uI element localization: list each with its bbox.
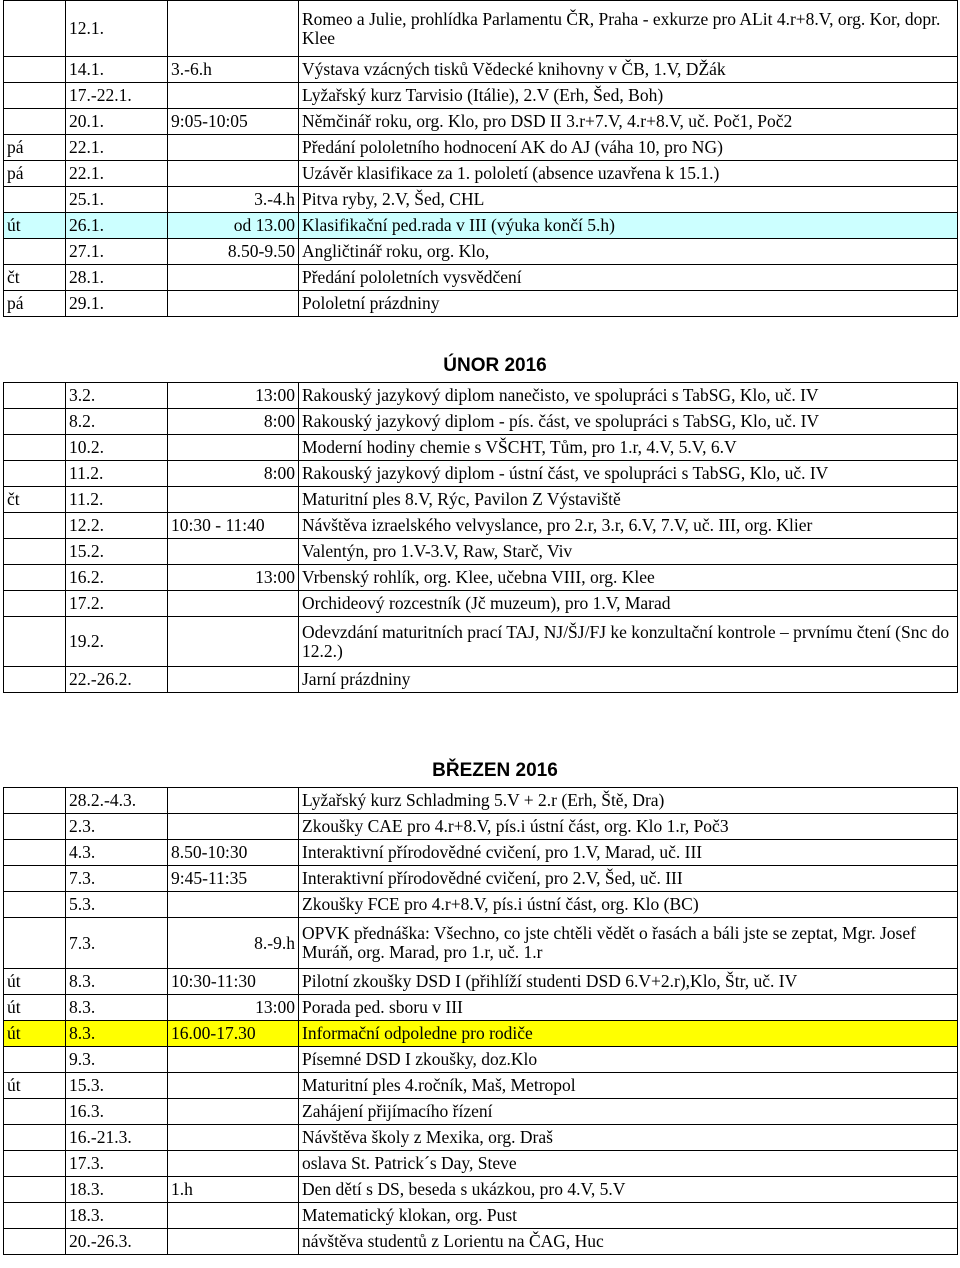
schedule-row	[4, 1021, 958, 1047]
row-day: út	[4, 1073, 66, 1099]
row-event: Návštěva školy z Mexika, org. Draš	[299, 1125, 958, 1151]
row-time: 13:00	[168, 995, 299, 1021]
schedule-row	[4, 135, 958, 161]
february-title: ÚNOR 2016	[443, 355, 547, 376]
schedule-row	[4, 161, 958, 187]
schedule-row	[4, 918, 958, 969]
row-date: 28.1.	[66, 265, 168, 291]
row-event: Výstava vzácných tisků Vědecké knihovny v ČB, 1.V, DŽák	[299, 57, 958, 83]
row-day	[4, 617, 66, 667]
row-time	[168, 1, 299, 57]
schedule-row	[4, 667, 958, 693]
schedule-row	[4, 840, 958, 866]
schedule-row	[4, 1, 958, 57]
row-day: út	[4, 213, 66, 239]
row-time	[168, 435, 299, 461]
schedule-row	[4, 1047, 958, 1073]
row-day	[4, 461, 66, 487]
row-date: 15.3.	[66, 1073, 168, 1099]
row-day: pá	[4, 291, 66, 317]
row-day	[4, 187, 66, 213]
schedule-row	[4, 239, 958, 265]
row-day	[4, 1, 66, 57]
row-day	[4, 591, 66, 617]
row-date: 11.2.	[66, 461, 168, 487]
row-event: Orchideový rozcestník (Jč muzeum), pro 1.V, Marad	[299, 591, 958, 617]
row-time	[168, 1047, 299, 1073]
row-event: Maturitní ples 4.ročník, Maš, Metropol	[299, 1073, 958, 1099]
row-time: 9:05-10:05	[168, 109, 299, 135]
schedule-row	[4, 265, 958, 291]
row-time	[168, 788, 299, 814]
schedule-row	[4, 1151, 958, 1177]
row-time	[168, 667, 299, 693]
row-day	[4, 383, 66, 409]
row-time	[168, 892, 299, 918]
row-day	[4, 1047, 66, 1073]
row-event: Lyžařský kurz Tarvisio (Itálie), 2.V (Erh, Šed, Boh)	[299, 83, 958, 109]
schedule-row	[4, 435, 958, 461]
row-event: Rakouský jazykový diplom - pís. část, ve spolupráci s TabSG, Klo, uč. IV	[299, 409, 958, 435]
row-time: 3.-4.h	[168, 187, 299, 213]
row-day	[4, 83, 66, 109]
row-time: 8:00	[168, 461, 299, 487]
schedule-row	[4, 109, 958, 135]
row-day: čt	[4, 265, 66, 291]
schedule-row	[4, 1073, 958, 1099]
row-event: návštěva studentů z Lorientu na ČAG, Huc	[299, 1229, 958, 1255]
schedule-row	[4, 591, 958, 617]
row-time	[168, 83, 299, 109]
march-schedule-table	[3, 787, 958, 1255]
row-date: 18.3.	[66, 1177, 168, 1203]
row-date: 19.2.	[66, 617, 168, 667]
schedule-row	[4, 1177, 958, 1203]
row-date: 14.1.	[66, 57, 168, 83]
row-time	[168, 1099, 299, 1125]
row-event: Interaktivní přírodovědné cvičení, pro 2.V, Šed, uč. III	[299, 866, 958, 892]
schedule-row	[4, 969, 958, 995]
row-date: 27.1.	[66, 239, 168, 265]
row-event: Zkoušky FCE pro 4.r+8.V, pís.i ústní část, org. Klo (BC)	[299, 892, 958, 918]
row-time: 10:30-11:30	[168, 969, 299, 995]
row-day	[4, 788, 66, 814]
row-time: 9:45-11:35	[168, 866, 299, 892]
row-date: 8.3.	[66, 969, 168, 995]
schedule-row	[4, 995, 958, 1021]
row-date: 26.1.	[66, 213, 168, 239]
row-date: 16.3.	[66, 1099, 168, 1125]
row-day	[4, 814, 66, 840]
row-time: od 13.00	[168, 213, 299, 239]
row-event: Pilotní zkoušky DSD I (přihlíží studenti DSD 6.V+2.r),Klo, Štr, uč. IV	[299, 969, 958, 995]
row-date: 7.3.	[66, 918, 168, 969]
schedule-row	[4, 213, 958, 239]
row-date: 10.2.	[66, 435, 168, 461]
row-day: pá	[4, 161, 66, 187]
schedule-row	[4, 57, 958, 83]
row-day	[4, 1229, 66, 1255]
schedule-row	[4, 788, 958, 814]
row-date: 5.3.	[66, 892, 168, 918]
row-day	[4, 239, 66, 265]
row-event: Interaktivní přírodovědné cvičení, pro 1.V, Marad, uč. III	[299, 840, 958, 866]
row-event: Klasifikační ped.rada v III (výuka končí 5.h)	[299, 213, 958, 239]
schedule-row	[4, 409, 958, 435]
row-day	[4, 840, 66, 866]
row-date: 22.1.	[66, 161, 168, 187]
row-time	[168, 617, 299, 667]
row-time	[168, 539, 299, 565]
row-date: 20.1.	[66, 109, 168, 135]
row-event: OPVK přednáška: Všechno, co jste chtěli vědět o řasách a báli jste se zeptat, Mgr. Josef Muráň, org. Marad, pro 1.r, uč. 1.r	[299, 918, 958, 969]
row-time: 8:00	[168, 409, 299, 435]
february-heading	[0, 355, 960, 377]
row-time	[168, 1073, 299, 1099]
row-event: Lyžařský kurz Schladming 5.V + 2.r (Erh, Ště, Dra)	[299, 788, 958, 814]
row-time	[168, 814, 299, 840]
row-day	[4, 866, 66, 892]
row-date: 17.2.	[66, 591, 168, 617]
schedule-row	[4, 866, 958, 892]
row-day	[4, 57, 66, 83]
row-day	[4, 892, 66, 918]
row-date: 12.2.	[66, 513, 168, 539]
row-day	[4, 1177, 66, 1203]
row-day	[4, 1151, 66, 1177]
schedule-row	[4, 1099, 958, 1125]
row-time: 1.h	[168, 1177, 299, 1203]
schedule-row	[4, 83, 958, 109]
row-date: 8.3.	[66, 1021, 168, 1047]
row-date: 4.3.	[66, 840, 168, 866]
row-time: 16.00-17.30	[168, 1021, 299, 1047]
row-event: Porada ped. sboru v III	[299, 995, 958, 1021]
row-event: Uzávěr klasifikace za 1. pololetí (absence uzavřena k 15.1.)	[299, 161, 958, 187]
row-event: Zkoušky CAE pro 4.r+8.V, pís.i ústní část, org. Klo 1.r, Poč3	[299, 814, 958, 840]
row-time	[168, 135, 299, 161]
row-date: 16.2.	[66, 565, 168, 591]
row-event: Pitva ryby, 2.V, Šed, CHL	[299, 187, 958, 213]
row-day: út	[4, 995, 66, 1021]
row-day	[4, 918, 66, 969]
row-event: Matematický klokan, org. Pust	[299, 1203, 958, 1229]
row-time	[168, 487, 299, 513]
row-event: Valentýn, pro 1.V-3.V, Raw, Starč, Viv	[299, 539, 958, 565]
row-event: oslava St. Patrick´s Day, Steve	[299, 1151, 958, 1177]
row-day	[4, 1203, 66, 1229]
row-event: Předání pololetního hodnocení AK do AJ (váha 10, pro NG)	[299, 135, 958, 161]
schedule-row	[4, 461, 958, 487]
row-time	[168, 291, 299, 317]
march-title: BŘEZEN 2016	[432, 760, 558, 781]
row-event: Vrbenský rohlík, org. Klee, učebna VIII, org. Klee	[299, 565, 958, 591]
row-event: Angličtinář roku, org. Klo,	[299, 239, 958, 265]
row-date: 8.3.	[66, 995, 168, 1021]
row-event: Návštěva izraelského velvyslance, pro 2.r, 3.r, 6.V, 7.V, uč. III, org. Klier	[299, 513, 958, 539]
schedule-row	[4, 1203, 958, 1229]
row-date: 17.3.	[66, 1151, 168, 1177]
march-heading	[0, 760, 960, 782]
row-day	[4, 409, 66, 435]
row-event: Moderní hodiny chemie s VŠCHT, Tům, pro 1.r, 4.V, 5.V, 6.V	[299, 435, 958, 461]
row-event: Rakouský jazykový diplom nanečisto, ve spolupráci s TabSG, Klo, uč. IV	[299, 383, 958, 409]
row-day	[4, 435, 66, 461]
row-time	[168, 265, 299, 291]
row-day	[4, 1125, 66, 1151]
row-date: 18.3.	[66, 1203, 168, 1229]
schedule-row	[4, 513, 958, 539]
schedule-row	[4, 187, 958, 213]
row-day: út	[4, 1021, 66, 1047]
row-time: 10:30 - 11:40	[168, 513, 299, 539]
row-date: 25.1.	[66, 187, 168, 213]
row-time: 13:00	[168, 383, 299, 409]
row-date: 8.2.	[66, 409, 168, 435]
schedule-row	[4, 617, 958, 667]
row-date: 22.-26.2.	[66, 667, 168, 693]
schedule-row	[4, 565, 958, 591]
row-event: Odevzdání maturitních prací TAJ, NJ/ŠJ/FJ ke konzultační kontrole – prvnímu čtení (Snc do 12.2.)	[299, 617, 958, 667]
schedule-row	[4, 1125, 958, 1151]
row-time: 8.-9.h	[168, 918, 299, 969]
schedule-row	[4, 1229, 958, 1255]
schedule-row	[4, 383, 958, 409]
row-time	[168, 1125, 299, 1151]
row-day	[4, 667, 66, 693]
row-date: 17.-22.1.	[66, 83, 168, 109]
row-time: 3.-6.h	[168, 57, 299, 83]
row-event: Zahájení přijímacího řízení	[299, 1099, 958, 1125]
row-event: Den dětí s DS, beseda s ukázkou, pro 4.V, 5.V	[299, 1177, 958, 1203]
row-day	[4, 513, 66, 539]
row-time: 8.50-10:30	[168, 840, 299, 866]
row-time: 8.50-9.50	[168, 239, 299, 265]
row-date: 9.3.	[66, 1047, 168, 1073]
row-date: 20.-26.3.	[66, 1229, 168, 1255]
row-event: Informační odpoledne pro rodiče	[299, 1021, 958, 1047]
row-event: Rakouský jazykový diplom - ústní část, ve spolupráci s TabSG, Klo, uč. IV	[299, 461, 958, 487]
row-date: 16.-21.3.	[66, 1125, 168, 1151]
january-schedule-table	[3, 0, 958, 317]
row-date: 11.2.	[66, 487, 168, 513]
schedule-row	[4, 814, 958, 840]
row-day: pá	[4, 135, 66, 161]
row-day	[4, 539, 66, 565]
row-date: 29.1.	[66, 291, 168, 317]
row-date: 12.1.	[66, 1, 168, 57]
row-event: Němčinář roku, org. Klo, pro DSD II 3.r+7.V, 4.r+8.V, uč. Poč1, Poč2	[299, 109, 958, 135]
row-time	[168, 161, 299, 187]
row-date: 15.2.	[66, 539, 168, 565]
schedule-row	[4, 291, 958, 317]
row-day	[4, 109, 66, 135]
row-event: Romeo a Julie, prohlídka Parlamentu ČR, Praha - exkurze pro ALit 4.r+8.V, org. Kor, dopr. Klee	[299, 1, 958, 57]
row-event: Písemné DSD I zkoušky, doz.Klo	[299, 1047, 958, 1073]
row-date: 22.1.	[66, 135, 168, 161]
row-event: Jarní prázdniny	[299, 667, 958, 693]
row-time	[168, 1203, 299, 1229]
row-date: 2.3.	[66, 814, 168, 840]
row-day: čt	[4, 487, 66, 513]
row-time	[168, 591, 299, 617]
schedule-row	[4, 539, 958, 565]
row-day: út	[4, 969, 66, 995]
row-day	[4, 565, 66, 591]
row-time: 13:00	[168, 565, 299, 591]
row-event: Maturitní ples 8.V, Rýc, Pavilon Z Výstaviště	[299, 487, 958, 513]
row-date: 28.2.-4.3.	[66, 788, 168, 814]
row-event: Předání pololetních vysvědčení	[299, 265, 958, 291]
schedule-row	[4, 487, 958, 513]
schedule-row	[4, 892, 958, 918]
row-time	[168, 1151, 299, 1177]
row-event: Pololetní prázdniny	[299, 291, 958, 317]
row-day	[4, 1099, 66, 1125]
row-date: 3.2.	[66, 383, 168, 409]
row-date: 7.3.	[66, 866, 168, 892]
row-time	[168, 1229, 299, 1255]
february-schedule-table	[3, 382, 958, 693]
